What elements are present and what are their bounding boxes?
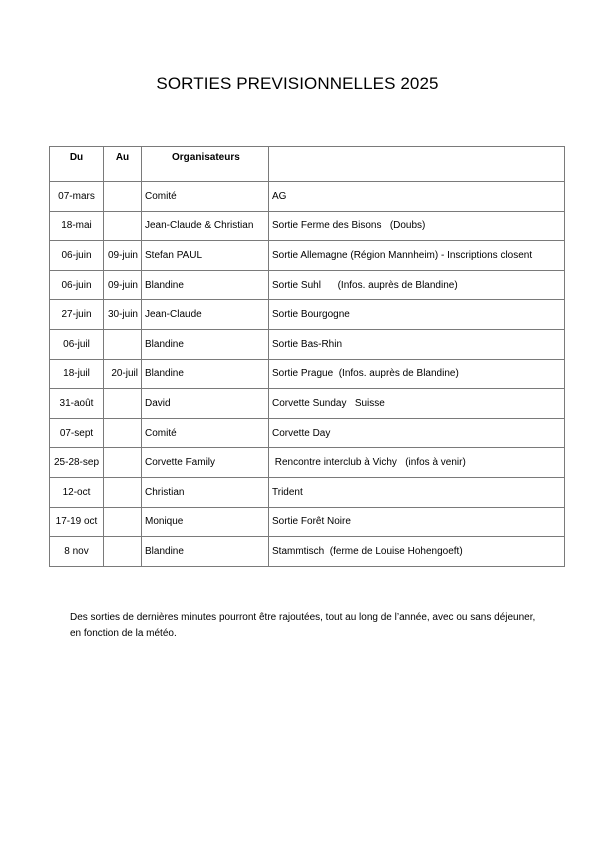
cell-du: 07-sept [50, 418, 104, 448]
cell-description: Sortie Forêt Noire [269, 507, 565, 537]
header-organisateurs: Organisateurs [142, 147, 269, 182]
cell-description: Sortie Suhl (Infos. auprès de Blandine) [269, 270, 565, 300]
table-row [50, 300, 565, 330]
cell-organisateur: Blandine [142, 270, 269, 300]
cell-du: 18-mai [50, 211, 104, 241]
cell-du: 31-août [50, 389, 104, 419]
cell-organisateur: Stefan PAUL [142, 241, 269, 271]
table-row [50, 418, 565, 448]
cell-description: Rencontre interclub à Vichy (infos à venir) [269, 448, 565, 478]
header-du: Du [50, 147, 104, 182]
table-row [50, 537, 565, 567]
header-description [269, 147, 565, 182]
cell-organisateur: Blandine [142, 329, 269, 359]
cell-au [104, 329, 142, 359]
table-row [50, 477, 565, 507]
cell-description: AG [269, 182, 565, 212]
cell-du: 27-juin [50, 300, 104, 330]
cell-organisateur: Comité [142, 182, 269, 212]
table-row [50, 359, 565, 389]
cell-description: Sortie Prague (Infos. auprès de Blandine) [269, 359, 565, 389]
cell-description: Sortie Bourgogne [269, 300, 565, 330]
cell-du: 8 nov [50, 537, 104, 567]
cell-du: 25-28-sep [50, 448, 104, 478]
cell-du: 06-juin [50, 241, 104, 271]
cell-description: Trident [269, 477, 565, 507]
cell-du: 18-juil [50, 359, 104, 389]
cell-organisateur: Blandine [142, 359, 269, 389]
cell-au [104, 507, 142, 537]
cell-description: Corvette Sunday Suisse [269, 389, 565, 419]
cell-au [104, 448, 142, 478]
schedule-table [49, 146, 565, 567]
table-row [50, 211, 565, 241]
page-title: SORTIES PREVISIONNELLES 2025 [156, 74, 439, 93]
cell-au [104, 537, 142, 567]
cell-organisateur: David [142, 389, 269, 419]
cell-au [104, 211, 142, 241]
header-au: Au [104, 147, 142, 182]
table-row [50, 270, 565, 300]
cell-organisateur: Christian [142, 477, 269, 507]
cell-au [104, 389, 142, 419]
cell-au: 30-juin [104, 300, 142, 330]
table-row [50, 329, 565, 359]
cell-au [104, 418, 142, 448]
table-row [50, 182, 565, 212]
cell-du: 17-19 oct [50, 507, 104, 537]
cell-au: 20-juil [104, 359, 142, 389]
cell-organisateur: Comité [142, 418, 269, 448]
cell-au: 09-juin [104, 241, 142, 271]
cell-organisateur: Jean-Claude [142, 300, 269, 330]
cell-organisateur: Blandine [142, 537, 269, 567]
cell-description: Sortie Allemagne (Région Mannheim) - Inscriptions closent [269, 241, 565, 271]
cell-description: Corvette Day [269, 418, 565, 448]
cell-organisateur: Jean-Claude & Christian [142, 211, 269, 241]
table-header-row [50, 147, 565, 182]
table-row [50, 448, 565, 478]
cell-organisateur: Monique [142, 507, 269, 537]
cell-au [104, 477, 142, 507]
cell-description: Stammtisch (ferme de Louise Hohengoeft) [269, 537, 565, 567]
cell-du: 12-oct [50, 477, 104, 507]
cell-du: 07-mars [50, 182, 104, 212]
cell-du: 06-juil [50, 329, 104, 359]
footnote: Des sorties de dernières minutes pourront être rajoutées, tout au long de l’année, avec ou sans déjeuner, en fonction de la météo. [70, 612, 536, 639]
table-row [50, 507, 565, 537]
cell-du: 06-juin [50, 270, 104, 300]
cell-au [104, 182, 142, 212]
cell-description: Sortie Ferme des Bisons (Doubs) [269, 211, 565, 241]
cell-description: Sortie Bas-Rhin [269, 329, 565, 359]
table-row [50, 389, 565, 419]
cell-au: 09-juin [104, 270, 142, 300]
table-row [50, 241, 565, 271]
cell-organisateur: Corvette Family [142, 448, 269, 478]
